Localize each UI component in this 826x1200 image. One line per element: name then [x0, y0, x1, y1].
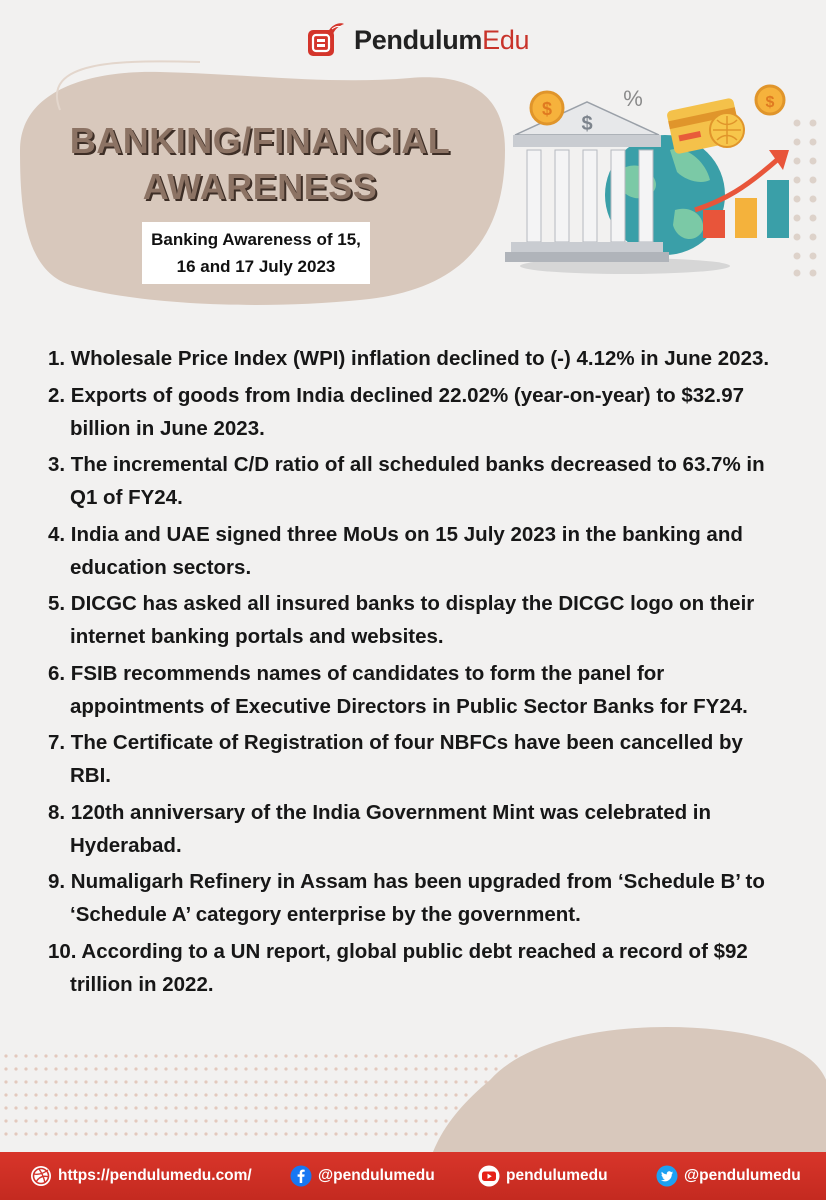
credit-card-icon: [666, 97, 744, 154]
pendulum-logo-icon: [306, 20, 346, 60]
brand-name: [354, 25, 529, 56]
brand-logo[interactable]: [306, 18, 529, 62]
list-item: 5. DICGC has asked all insured banks to display the DICGC logo on their internet banking portals and websites.: [48, 592, 755, 648]
title-line-1: BANKING/FINANCIAL: [69, 120, 451, 161]
coin-left-dollar: $: [541, 99, 553, 119]
footer-facebook-text: @pendulumedu: [318, 1167, 435, 1184]
footer-youtube-link[interactable]: [478, 1164, 608, 1188]
coin-right-dollar: $: [765, 94, 775, 111]
twitter-icon: [656, 1165, 678, 1187]
subtitle-line-2: 16 and 17 July 2023: [176, 257, 336, 276]
youtube-icon: [478, 1165, 500, 1187]
subtitle-line-1: Banking Awareness of 15,: [151, 230, 361, 249]
footer-twitter-link[interactable]: [656, 1164, 801, 1188]
brand-name-main: Pendulum: [354, 24, 483, 55]
footer-facebook-link[interactable]: [290, 1164, 435, 1188]
footer-bar: [0, 1152, 826, 1200]
facebook-icon: [290, 1165, 312, 1187]
footer-youtube-text: pendulumedu: [506, 1167, 608, 1184]
list-item: 1. Wholesale Price Index (WPI) inflation declined to (-) 4.12% in June 2023.: [48, 347, 770, 370]
list-item: 3. The incremental C/D ratio of all scheduled banks decreased to 63.7% in Q1 of FY24.: [48, 453, 765, 509]
page-title: [40, 118, 480, 210]
list-item: 2. Exports of goods from India declined 22.02% (year-on-year) to $32.97 billion in June 2023.: [48, 383, 745, 440]
footer-website-text: https://pendulumedu.com/: [58, 1167, 252, 1184]
list-item: 4. India and UAE signed three MoUs on 15 July 2023 in the banking and education sectors.: [48, 522, 743, 579]
list-item: 9. Numaligarh Refinery in Assam has been upgraded from ‘Schedule B’ to ‘Schedule A’ category enterprise by the government.: [48, 870, 765, 926]
bank-dollar-sign: $: [581, 113, 593, 135]
list-item: 6. FSIB recommends names of candidates to form the panel for appointments of Executive Directors in Public Sector Banks for FY24.: [48, 661, 748, 718]
bank-building-icon: [505, 102, 669, 262]
subtitle-box: [142, 222, 370, 284]
banking-illustration: [505, 80, 810, 280]
footer-website-link[interactable]: [30, 1164, 252, 1188]
title-line-2: AWARENESS: [142, 166, 378, 207]
footer-twitter-text: @pendulumedu: [684, 1167, 801, 1184]
footer-blob: [430, 1020, 826, 1160]
list-item: 10. According to a UN report, global public debt reached a record of $92 trillion in 2022.: [48, 939, 748, 996]
percent-icon: %: [623, 86, 643, 111]
news-list: [48, 342, 788, 1004]
dribbble-globe-icon: [30, 1165, 52, 1187]
coin-left-icon: [531, 92, 563, 124]
list-item: 7. The Certificate of Registration of four NBFCs have been cancelled by RBI.: [48, 731, 743, 787]
brand-name-accent: Edu: [482, 24, 530, 55]
coin-right-icon: [756, 86, 784, 114]
list-item: 8. 120th anniversary of the India Government Mint was celebrated in Hyderabad.: [48, 800, 712, 857]
dots-decoration-right: [790, 118, 820, 278]
